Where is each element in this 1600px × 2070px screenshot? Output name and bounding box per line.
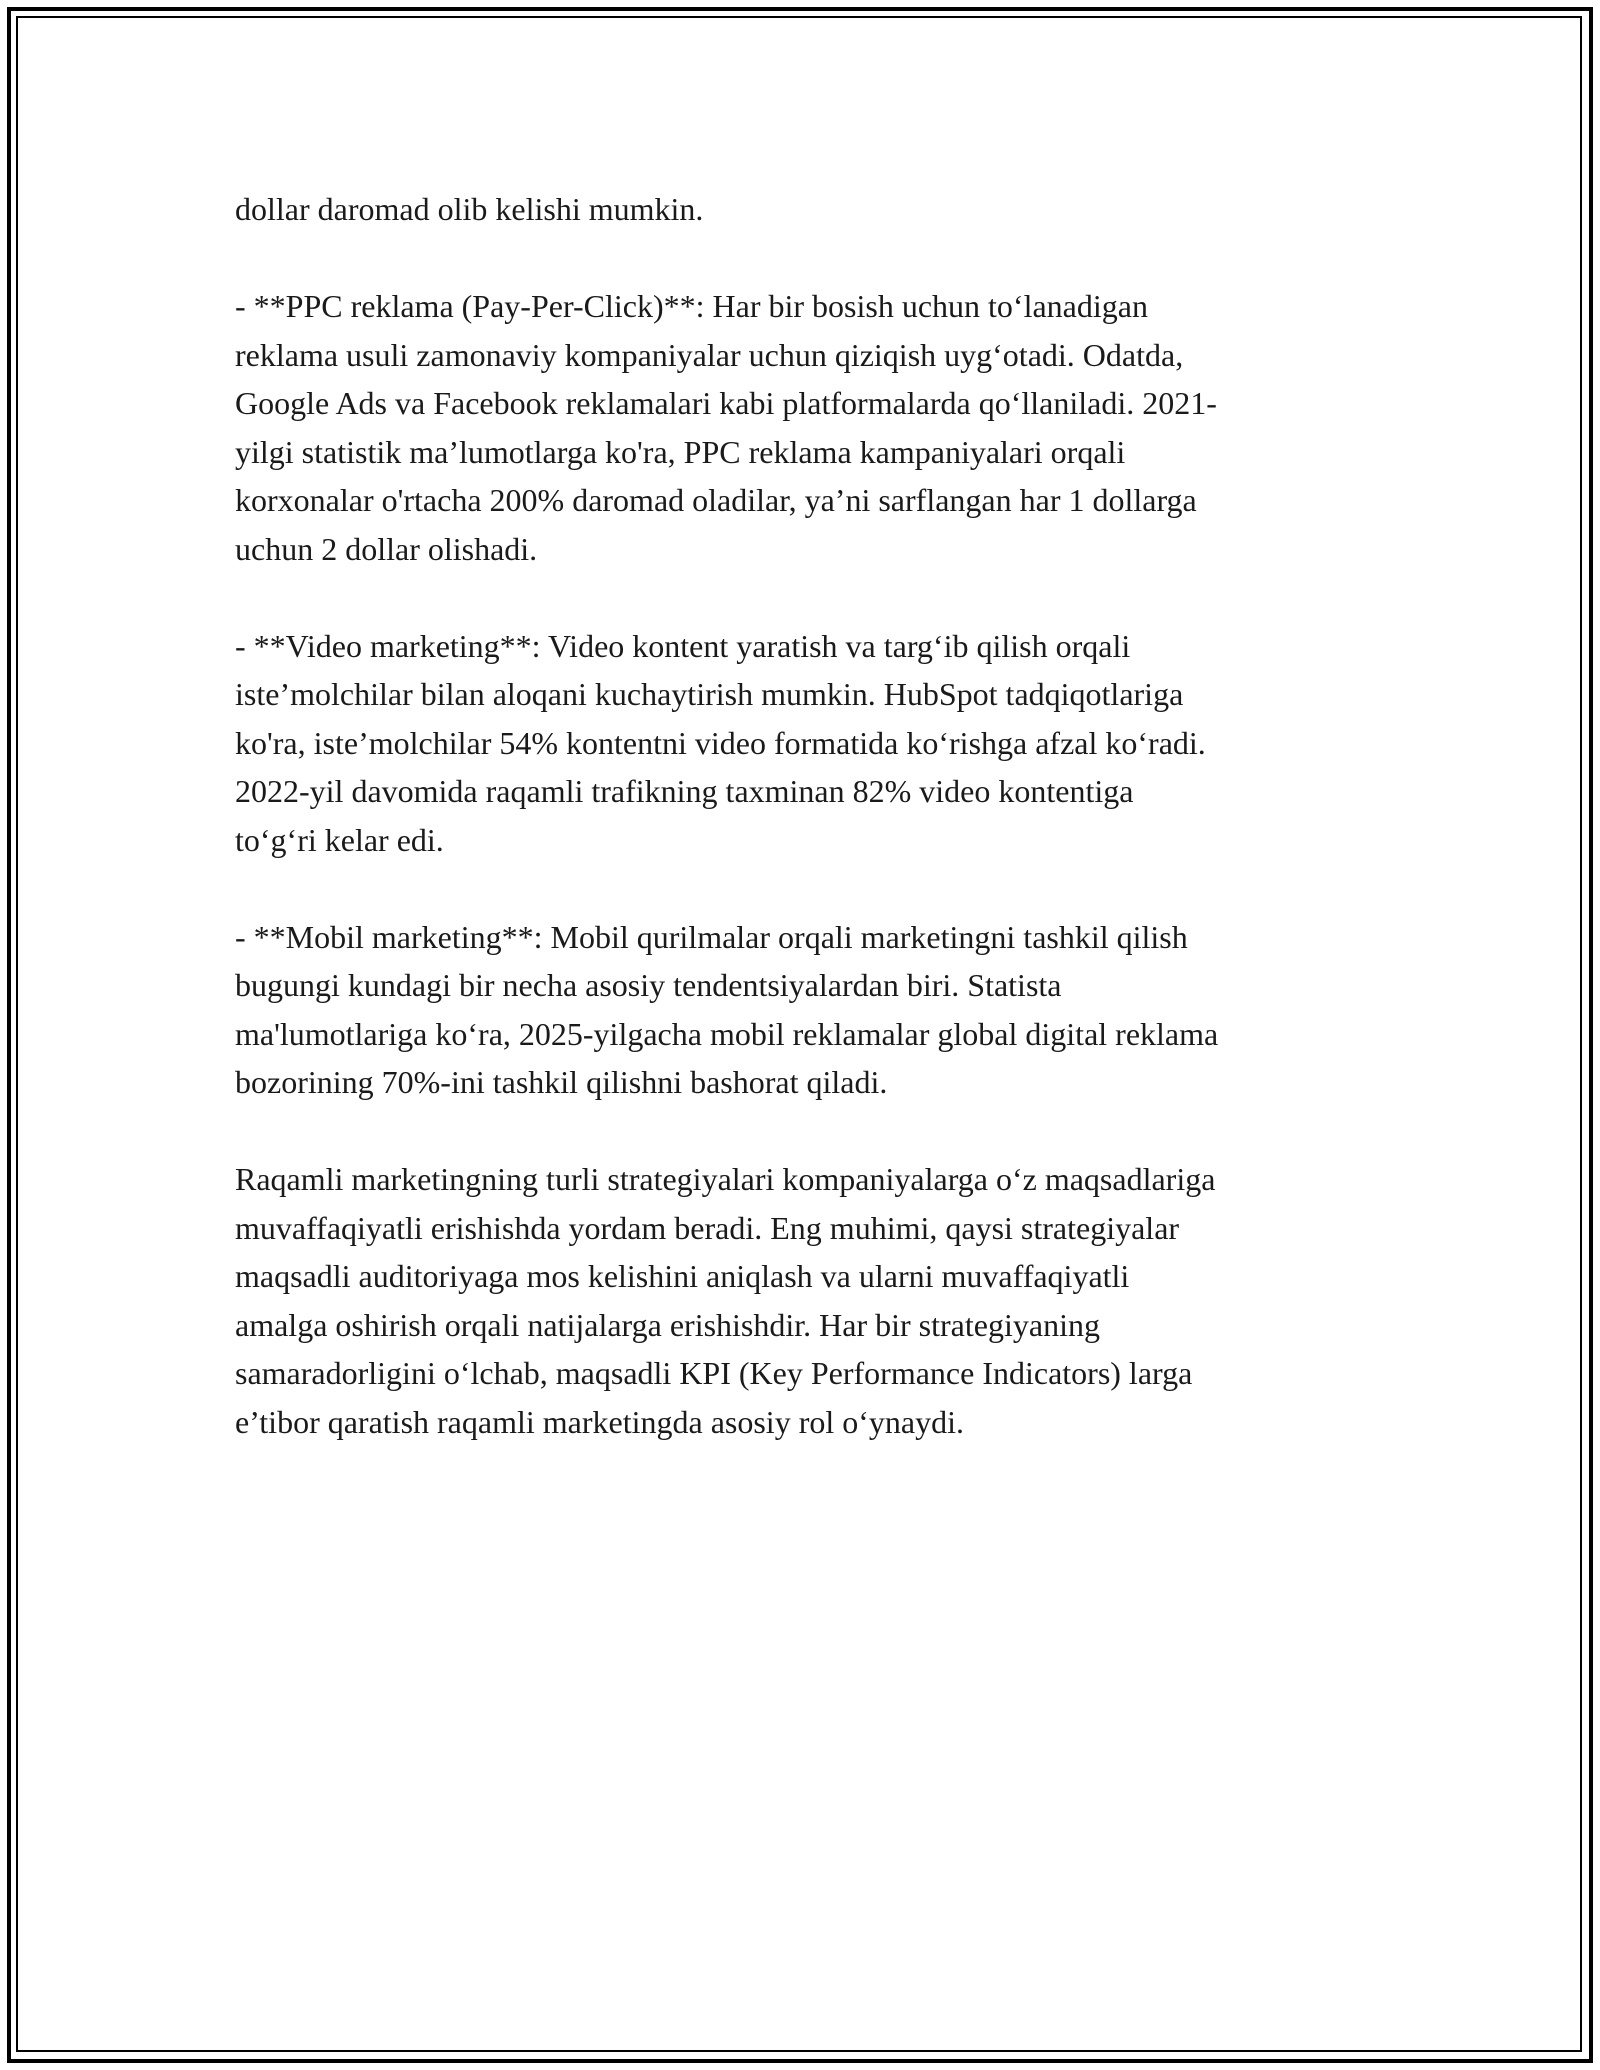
paragraph-continuation: dollar daromad olib kelishi mumkin.: [235, 191, 704, 227]
paragraph-mobile-marketing: - **Mobil marketing**: Mobil qurilmalar orqali marketingni tashkil qilish bugungi kundagi bir necha asosiy tendentsiyalardan biri. Statista ma'lumotlariga ko‘ra, 2025-yilgacha mobil reklamalar global digital reklama bozorining 70%-ini tashkil qilishni bashorat qiladi.: [235, 918, 1219, 1100]
paragraph-ppc: - **PPC reklama (Pay-Per-Click)**: Har bir bosish uchun to‘lanadigan reklama usuli zamonaviy kompaniyalar uchun qiziqish uyg‘otadi. Odatda, Google Ads va Facebook reklamalari kabi platformalarda qo‘llaniladi. 2021- yilgi statistik ma’lumotlarga ko'ra, PPC reklama kampaniyalari orqali korxonalar o'rtacha 200% daromad oladilar, ya’ni sarflangan har 1 dollarga uchun 2 dollar olishadi.: [235, 288, 1217, 567]
paragraph-video-marketing: - **Video marketing**: Video kontent yaratish va targ‘ib qilish orqali iste’molchilar bilan aloqani kuchaytirish mumkin. HubSpot tadqiqotlariga ko'ra, iste’molchilar 54% kontentni video formatida ko‘rishga afzal ko‘radi. 2022-yil davomida raqamli trafikning taxminan 82% video kontentiga to‘g‘ri kelar edi.: [235, 627, 1206, 858]
document-body: [235, 185, 1375, 1495]
paragraph-conclusion: Raqamli marketingning turli strategiyalari kompaniyalarga o‘z maqsadlariga muvaffaqiyatli erishishda yordam beradi. Eng muhimi, qaysi strategiyalar maqsadli auditoriyaga mos kelishini aniqlash va ularni muvaffaqiyatli amalga oshirish orqali natijalarga erishishdir. Har bir strategiyaning samaradorligini o‘lchab, maqsadli KPI (Key Performance Indicators) larga e’tibor qaratish raqamli marketingda asosiy rol o‘ynaydi.: [235, 1161, 1216, 1440]
